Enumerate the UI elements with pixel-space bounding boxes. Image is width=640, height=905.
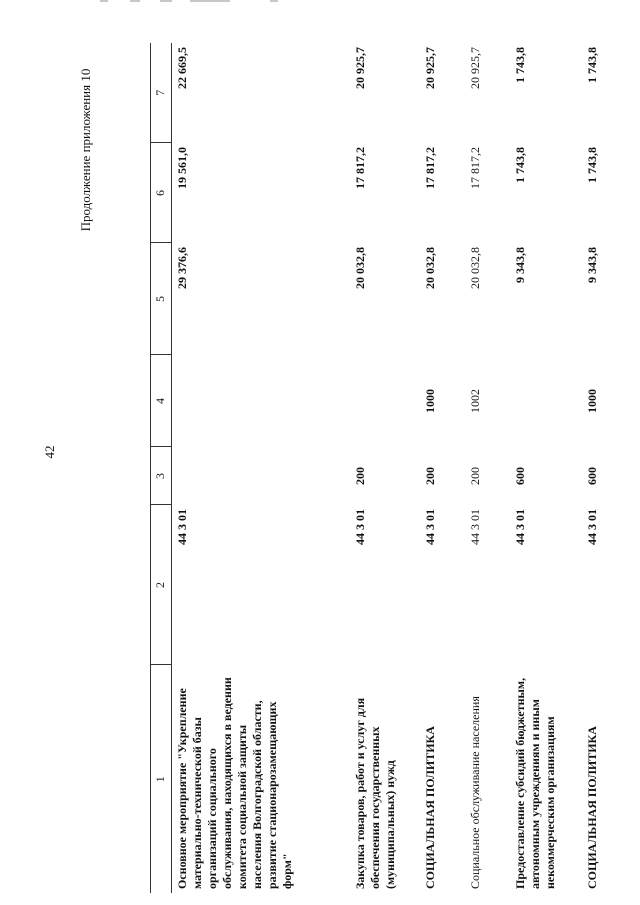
header-cell: 5: [151, 243, 172, 355]
row-target-code: 44 3 01: [467, 509, 482, 545]
row-year2: 17 817,2: [352, 147, 367, 189]
row-year1: 9 343,8: [584, 247, 599, 283]
row-expense-type: [172, 447, 350, 505]
row-target-code: 44 3 01: [175, 509, 189, 545]
row-year2: 19 561,0: [175, 147, 189, 189]
row-name: СОЦИАЛЬНАЯ ПОЛИТИКА: [422, 726, 437, 889]
row-expense-type: 600: [512, 467, 527, 485]
row-name: Закупка товаров, работ и услуг для обеспечения государственных (муниципальных) нужд: [352, 697, 397, 889]
row-year1: 29 376,6: [175, 247, 189, 289]
row-expense-type: 200: [422, 467, 437, 485]
row-year3: 20 925,7: [422, 47, 437, 89]
header-cell: 1: [151, 665, 172, 893]
row-year2: 1 743,8: [512, 147, 527, 183]
table-row: [350, 43, 420, 893]
row-section: 1000: [584, 389, 599, 413]
rotated-page: [150, 43, 620, 893]
budget-table: [150, 43, 614, 893]
row-year1: 20 032,8: [352, 247, 367, 289]
row-expense-type: 600: [584, 467, 599, 485]
row-year2: 17 817,2: [422, 147, 437, 189]
table-row: [465, 43, 510, 893]
page-number: 42: [42, 445, 57, 459]
row-year1: 9 343,8: [512, 247, 527, 283]
row-name: Социальное обслуживание населения: [467, 696, 482, 889]
table-row: [582, 43, 614, 893]
row-section: [510, 355, 582, 447]
appendix-label: Продолжение приложения 10: [78, 68, 93, 232]
header-cell: 7: [151, 43, 172, 143]
row-year3: 20 925,7: [467, 47, 482, 89]
table-row: [510, 43, 582, 893]
row-name: Основное мероприятие "Укрепление материально-технической базы организаций социального обслуживания, находящихся в ведении комитета социальной защиты населения Волгоградской области, развитие стационарозамещающих форм": [175, 677, 294, 889]
row-year2: 1 743,8: [584, 147, 599, 183]
row-section: 1002: [467, 389, 482, 413]
row-year3: 1 743,8: [512, 47, 527, 83]
row-year1: 20 032,8: [422, 247, 437, 289]
row-section: [172, 355, 350, 447]
row-expense-type: 200: [352, 467, 367, 485]
row-target-code: 44 3 01: [422, 509, 437, 545]
row-target-code: 44 3 01: [512, 509, 527, 545]
table-row: [172, 43, 350, 893]
header-cell: 4: [151, 355, 172, 447]
header-cell: 2: [151, 505, 172, 665]
scan-marks: [100, 0, 290, 4]
row-section: 1000: [422, 389, 437, 413]
table-row: [420, 43, 465, 893]
row-name: СОЦИАЛЬНАЯ ПОЛИТИКА: [584, 726, 599, 889]
header-row: [151, 43, 172, 893]
row-section: [350, 355, 420, 447]
row-year3: 22 669,5: [175, 47, 189, 89]
row-target-code: 44 3 01: [584, 509, 599, 545]
row-target-code: 44 3 01: [352, 509, 367, 545]
row-year3: 20 925,7: [352, 47, 367, 89]
row-year1: 20 032,8: [467, 247, 482, 289]
row-year2: 17 817,2: [467, 147, 482, 189]
header-cell: 3: [151, 447, 172, 505]
row-name: Предоставление субсидий бюджетным, автономным учреждениям и иным некоммерческим организациям: [512, 677, 557, 889]
header-cell: 6: [151, 143, 172, 243]
row-year3: 1 743,8: [584, 47, 599, 83]
row-expense-type: 200: [467, 467, 482, 485]
